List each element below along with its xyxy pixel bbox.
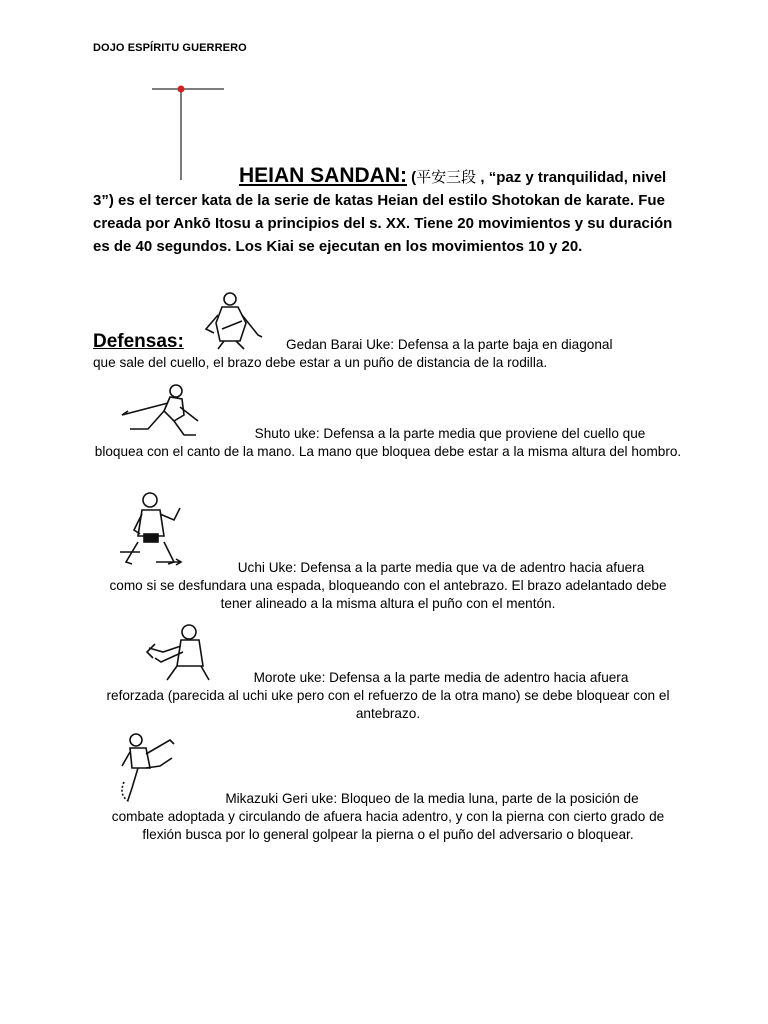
defensas-heading: Defensas: (93, 331, 184, 352)
defense-2-text: Shuto uke: Defensa a la parte media que proviene del cuello que bloquea con el canto de la mano. La mano que bloquea debe estar a la misma altura del hombro. (94, 426, 682, 459)
intro-text: , “paz y tranquilidad, nivel 3”) es el tercer kata de la serie de katas Heian del estilo Shotokan de karate. Fue creada por Ankō Itosu a principios del s. XX. Tiene 20 movimientos y su duración es de 40 segundos. Los Kiai se ejecutan en los movimientos 10 y 20. (93, 169, 673, 255)
intro-open-paren: ( (407, 169, 417, 186)
document-header: DOJO ESPÍRITU GUERRERO (93, 42, 247, 54)
defense-5-text: Mikazuki Geri uke: Bloqueo de la media luna, parte de la posición de combate adoptada y circulando de afuera hacia adentro, y con la pierna con cierto grado de flexión busca por lo general golpear la pierna o el puño del adversario o bloquear. (111, 791, 665, 842)
defense-3-text: Uchi Uke: Defensa a la parte media que va de adentro hacia afuera como si se desfundara una espada, bloqueando con el antebrazo. El brazo adelantado debe tener alineado a la misma altura el puño con el mentón. (109, 560, 667, 611)
defense-4-text: Morote uke: Defensa a la parte media de adentro hacia afuera reforzada (parecida al uchi uke pero con el refuerzo de la otra mano) se debe bloquear con el antebrazo. (106, 670, 670, 721)
defense-1-text: Gedan Barai Uke: Defensa a la parte baja en diagonal que sale del cuello, el brazo debe estar a un puño de distancia de la rodilla. (93, 337, 613, 370)
intro-paragraph (93, 164, 683, 258)
kata-kanji: 平安三段 (416, 169, 477, 186)
kata-title: HEIAN SANDAN: (239, 164, 407, 187)
